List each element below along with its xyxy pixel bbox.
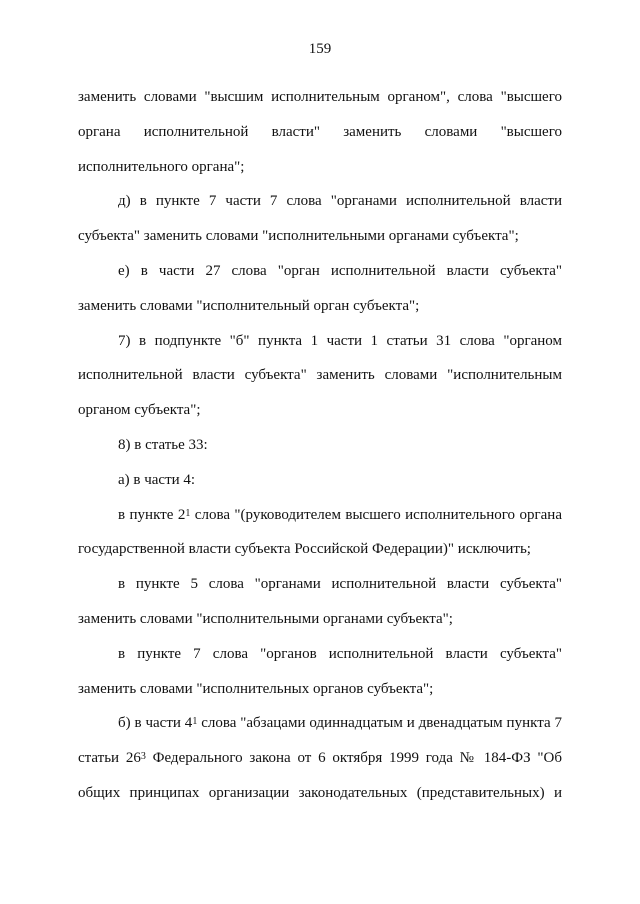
paragraph-10-after: Федерального закона от 6 октября 1999 года № 184-ФЗ "Об общих принципах организации законодательных (представительных) и bbox=[78, 750, 562, 801]
paragraph-7-superscript: 1 bbox=[185, 507, 191, 519]
paragraph-8: в пункте 5 слова "органами исполнительной власти субъекта" заменить словами "исполнительными органами субъекта"; bbox=[78, 576, 562, 627]
paragraph-3: е) в части 27 слова "орган исполнительной власти субъекта" заменить словами "исполнительный орган субъекта"; bbox=[78, 262, 562, 314]
paragraph-10 bbox=[78, 706, 562, 810]
paragraph-9: в пункте 7 слова "органов исполнительной власти субъекта" заменить словами "исполнительных органов субъекта"; bbox=[78, 645, 562, 697]
paragraph-1: заменить словами "высшим исполнительным органом", слова "высшего органа исполнительной власти" заменить словами "высшего исполнительного органа"; bbox=[78, 89, 562, 175]
document-body bbox=[78, 80, 562, 811]
paragraph-10-middle: слова "абзацами одиннадцатым и двенадцатым пункта 7 статьи 26 bbox=[78, 715, 562, 767]
page-number: 159 bbox=[308, 41, 332, 57]
paragraph-6: а) в части 4: bbox=[118, 471, 196, 488]
paragraph-7-after: слова "(руководителем высшего исполнительного органа государственной власти субъекта Российской Федерации)" исключить; bbox=[78, 506, 562, 558]
paragraph-10-before: б) в части 4 bbox=[118, 715, 193, 732]
paragraph-2: д) в пункте 7 части 7 слова "органами исполнительной власти субъекта" заменить словами "исполнительными органами субъекта"; bbox=[78, 193, 562, 245]
paragraph-10-superscript-2: 3 bbox=[140, 751, 146, 763]
paragraph-10-superscript-1: 1 bbox=[192, 716, 198, 728]
paragraph-7-before: в пункте 2 bbox=[118, 506, 186, 523]
paragraph-7 bbox=[78, 498, 562, 568]
paragraph-4: 7) в подпункте "б" пункта 1 части 1 статьи 31 слова "органом исполнительной власти субъекта" заменить словами "исполнительным органом субъекта"; bbox=[78, 332, 562, 419]
paragraph-5: 8) в статье 33: bbox=[118, 436, 208, 453]
